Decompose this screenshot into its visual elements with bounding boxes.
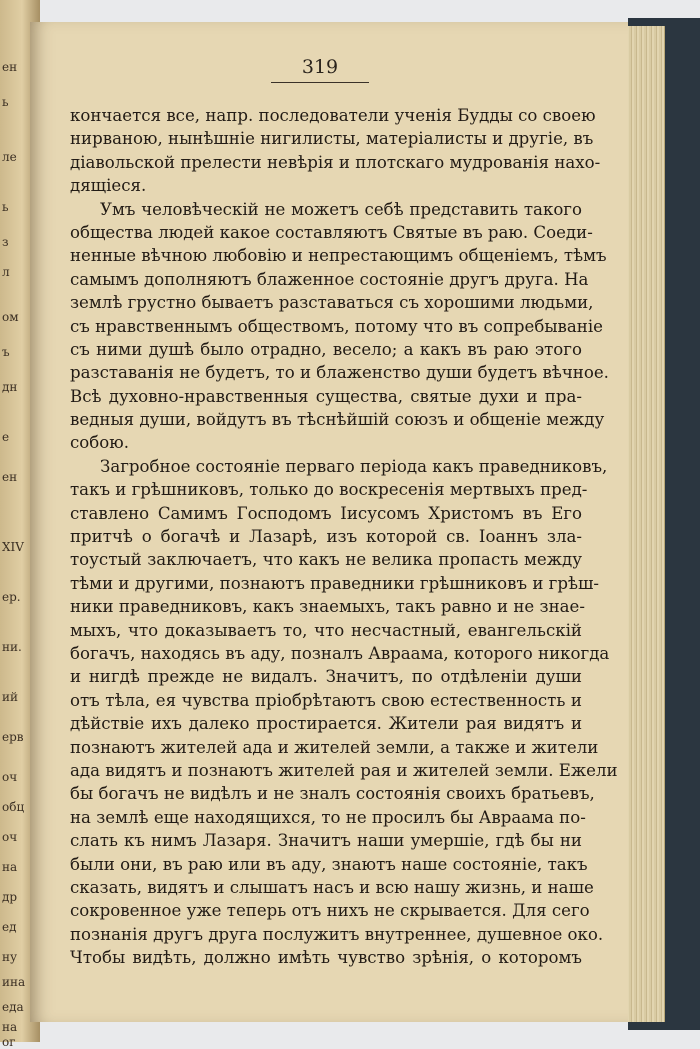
text-line: такъ и грѣшниковъ, только до воскресенія мертвыхъ пред-	[70, 480, 588, 500]
left-page-fragment: ина	[2, 975, 26, 989]
text-line: мыхъ, что доказываетъ то, что несчастный, евангельскій	[70, 620, 582, 640]
text-line: разставанія не будетъ, то и блаженство души будетъ вѣчное.	[70, 363, 609, 383]
left-page-fragment: ерв	[2, 730, 24, 744]
text-line: съ ними душѣ было отрадно, весело; а какъ въ раю этого	[70, 339, 582, 359]
text-line: Умъ человѣческій не можетъ себѣ представить такого	[100, 199, 582, 219]
text-line: познанія другъ друга послужитъ внутреннее, душевное око.	[70, 924, 604, 944]
left-page-fragment: л	[2, 265, 10, 279]
text-line: притчѣ о богачѣ и Лазарѣ, изъ которой св. Іоаннъ зла-	[70, 527, 582, 547]
left-page-fragment: оч	[2, 830, 18, 844]
left-page-fragment: обц	[2, 800, 25, 814]
text-line: ненные вѣчною любовію и непрестающимъ общеніемъ, тѣмъ	[70, 246, 607, 266]
left-page-fragment: XIV	[2, 540, 24, 554]
left-page-fragment: ом	[2, 310, 19, 324]
left-page-fragment: ну	[2, 950, 18, 964]
left-page-fragment: ог	[2, 1035, 16, 1049]
text-line: познаютъ жителей ада и жителей земли, а также и жители	[70, 737, 599, 757]
left-page-fragment: дн	[2, 380, 18, 394]
text-line: кончается все, напр. последователи ученія Будды со своею	[70, 106, 596, 125]
left-page-fragment: ен	[2, 60, 18, 74]
left-page-fragment: ед	[2, 920, 17, 934]
left-page-fragment: на	[2, 1020, 18, 1034]
book-page	[30, 22, 628, 1022]
text-line: нирваною, нынѣшніе нигилисты, матеріалисты и другіе, въ	[70, 129, 594, 149]
text-line: Загробное состояніе перваго періода какъ праведниковъ,	[100, 456, 608, 476]
text-line: тоустый заключаетъ, что какъ не велика пропасть между	[70, 550, 582, 570]
text-line: бы богачъ не видѣлъ и не зналъ состоянія своихъ братьевъ,	[70, 784, 595, 804]
text-line: ники праведниковъ, какъ знаемыхъ, такъ равно и не знае-	[70, 597, 585, 617]
left-page-fragment: оч	[2, 770, 18, 784]
left-page-fragment: ъ	[2, 345, 10, 359]
text-line: Чтобы видѣть, должно имѣть чувство зрѣнія, о которомъ	[70, 948, 582, 968]
left-page-fragment: ле	[2, 150, 17, 164]
text-line: дящіеся.	[70, 176, 147, 196]
left-page-fragment: ий	[2, 690, 18, 704]
text-line: діавольской прелести невѣрія и плотскаго мудрованія нахо-	[70, 152, 601, 172]
text-line: богачъ, находясь въ аду, позналъ Авраама, которого никогда	[70, 643, 610, 663]
text-line: съ нравственнымъ обществомъ, потому что въ сопребываніе	[70, 316, 603, 336]
text-line: самымъ дополняютъ блаженное состояніе другъ друга. На	[70, 269, 589, 289]
text-line: ведныя души, войдутъ въ тѣснѣйшій союзъ и общеніе между	[70, 410, 605, 430]
text-line: собою.	[70, 433, 129, 453]
text-line: Всѣ духовно-нравственныя существа, святые духи и пра-	[70, 386, 582, 406]
header-rule	[271, 82, 369, 83]
left-page-fragment: др	[2, 890, 18, 904]
left-page-fragment: ь	[2, 200, 9, 214]
text-line: ставлено Самимъ Господомъ Іисусомъ Христомъ въ Его	[70, 503, 582, 523]
left-page-fragment: еда	[2, 1000, 24, 1014]
left-page-fragment: на	[2, 860, 18, 874]
left-page-fragment: е	[2, 430, 10, 444]
page-number: 319	[301, 56, 339, 78]
text-line: дѣйствіе ихъ далеко простирается. Жители рая видятъ и	[70, 714, 582, 734]
left-page-fragment: ен	[2, 470, 18, 484]
text-line: отъ тѣла, ея чувства пріобрѣтаютъ свою естественность и	[70, 690, 582, 710]
left-page-fragment: ь	[2, 95, 9, 109]
text-line: ада видятъ и познаютъ жителей рая и жителей земли. Ежели	[70, 760, 618, 780]
left-page-fragment: ни.	[2, 640, 22, 654]
text-line: на землѣ еще находящихся, то не просилъ бы Авраама по-	[70, 807, 586, 827]
text-line: были они, въ раю или въ аду, знаютъ наше состояніе, такъ	[70, 854, 588, 874]
text-line: общества людей какое составляютъ Святые въ раю. Соеди-	[70, 222, 593, 242]
text-line: землѣ грустно бываетъ разставаться съ хорошими людьми,	[70, 293, 594, 313]
text-line: сказать, видятъ и слышатъ насъ и всю нашу жизнь, и наше	[70, 877, 594, 897]
text-line: тѣми и другими, познаютъ праведники грѣшниковъ и грѣш-	[70, 573, 600, 593]
page-body-text	[70, 104, 618, 969]
text-line: слать къ нимъ Лазаря. Значитъ наши умершіе, гдѣ бы ни	[70, 831, 582, 851]
text-line: и нигдѣ прежде не видалъ. Значитъ, по отдѣленіи души	[70, 667, 582, 687]
page-edges	[624, 26, 665, 1022]
text-line: сокровенное уже теперь отъ нихъ не скрывается. Для сего	[70, 901, 590, 921]
left-page-fragment: ер.	[2, 590, 21, 604]
left-page-fragment: з	[2, 235, 9, 249]
